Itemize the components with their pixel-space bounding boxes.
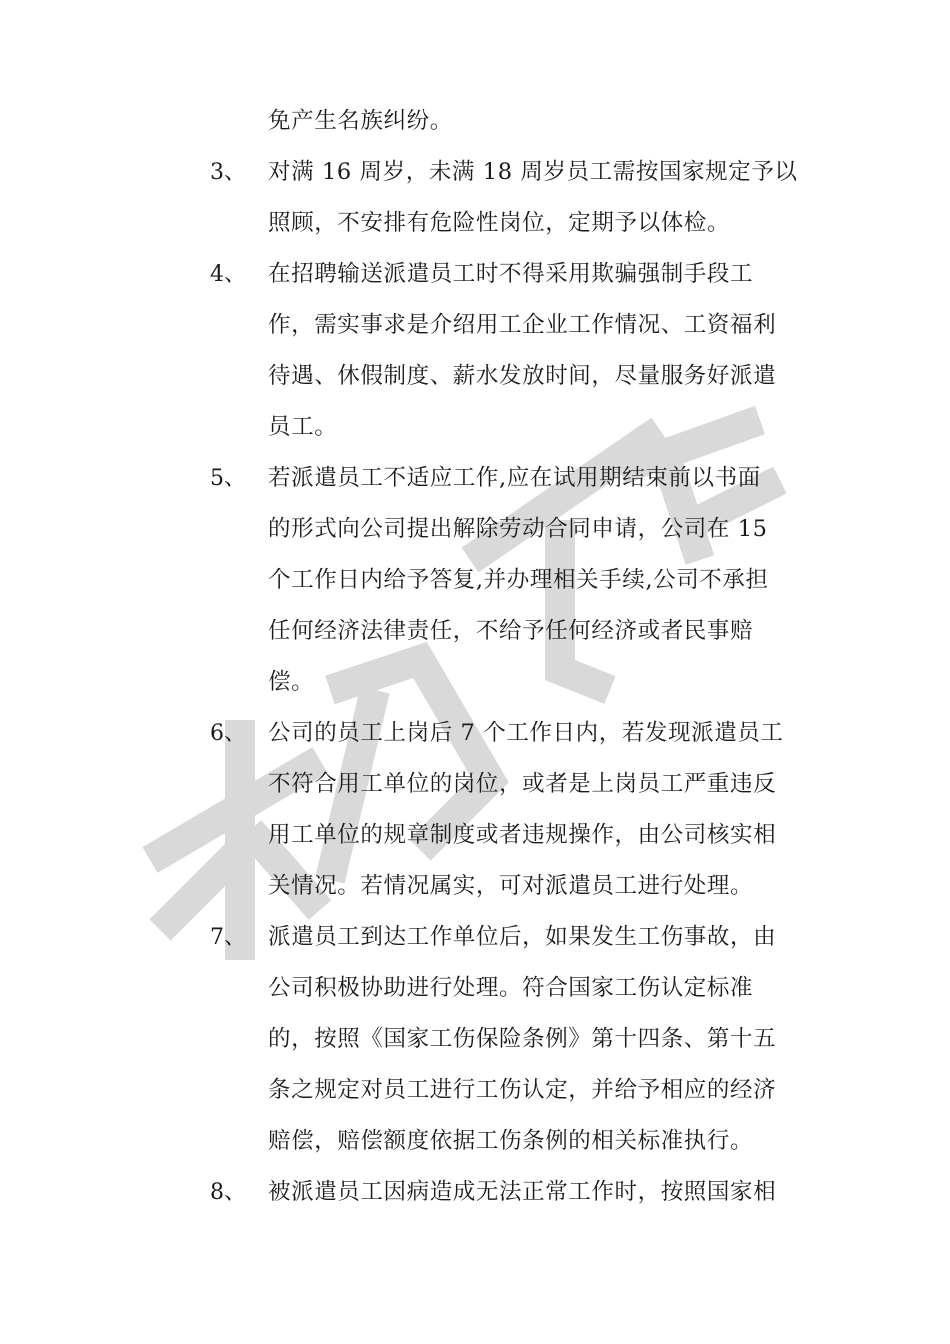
item-number: 3、 xyxy=(210,160,246,185)
text-line: 公司积极协助进行处理。符合国家工伤认定标准 xyxy=(268,975,754,1001)
text-line: 派遣员工到达工作单位后，如果发生工伤事故，由 xyxy=(268,924,777,950)
text-line: 赔偿，赔偿额度依据工伤条例的相关标准执行。 xyxy=(268,1128,754,1154)
text-line: 被派遣员工因病造成无法正常工作时，按照国家相 xyxy=(268,1179,777,1205)
text-line: 若派遣员工不适应工作,应在试用期结束前以书面 xyxy=(268,465,761,491)
text-line: 关情况。若情况属实，可对派遣员工进行处理。 xyxy=(268,873,754,899)
text-line: 不符合用工单位的岗位，或者是上岗员工严重违反 xyxy=(268,771,777,797)
item-number: 7、 xyxy=(210,925,246,950)
text-line: 对满 16 周岁，未满 18 周岁员工需按国家规定予以 xyxy=(268,159,798,185)
text-line: 作，需实事求是介绍用工企业工作情况、工资福利 xyxy=(268,312,777,338)
text-line: 公司的员工上岗后 7 个工作日内，若发现派遣员工 xyxy=(268,720,784,746)
text-line: 偿。 xyxy=(268,669,315,695)
text-line: 条之规定对员工进行工伤认定，并给予相应的经济 xyxy=(268,1077,777,1103)
text-line: 的，按照《国家工伤保险条例》第十四条、第十五 xyxy=(268,1026,777,1052)
text-line: 待遇、休假制度、薪水发放时间，尽量服务好派遣 xyxy=(268,363,777,389)
text-line: 任何经济法律责任，不给予任何经济或者民事赔 xyxy=(268,618,754,644)
text-line: 员工。 xyxy=(268,414,338,440)
text-line: 用工单位的规章制度或者违规操作，由公司核实相 xyxy=(268,822,777,848)
item-number: 4、 xyxy=(210,262,246,287)
text-line: 个工作日内给予答复,并办理相关手续,公司不承担 xyxy=(268,567,769,593)
item-number: 6、 xyxy=(210,721,246,746)
text-line: 在招聘输送派遣员工时不得采用欺骗强制手段工 xyxy=(268,261,754,287)
item-number: 5、 xyxy=(210,466,246,491)
text-line: 照顾，不安排有危险性岗位，定期予以体检。 xyxy=(268,210,731,236)
item-number: 8、 xyxy=(210,1180,246,1205)
text-line: 的形式向公司提出解除劳动合同申请，公司在 15 xyxy=(268,516,768,542)
text-line: 免产生名族纠纷。 xyxy=(268,108,453,134)
